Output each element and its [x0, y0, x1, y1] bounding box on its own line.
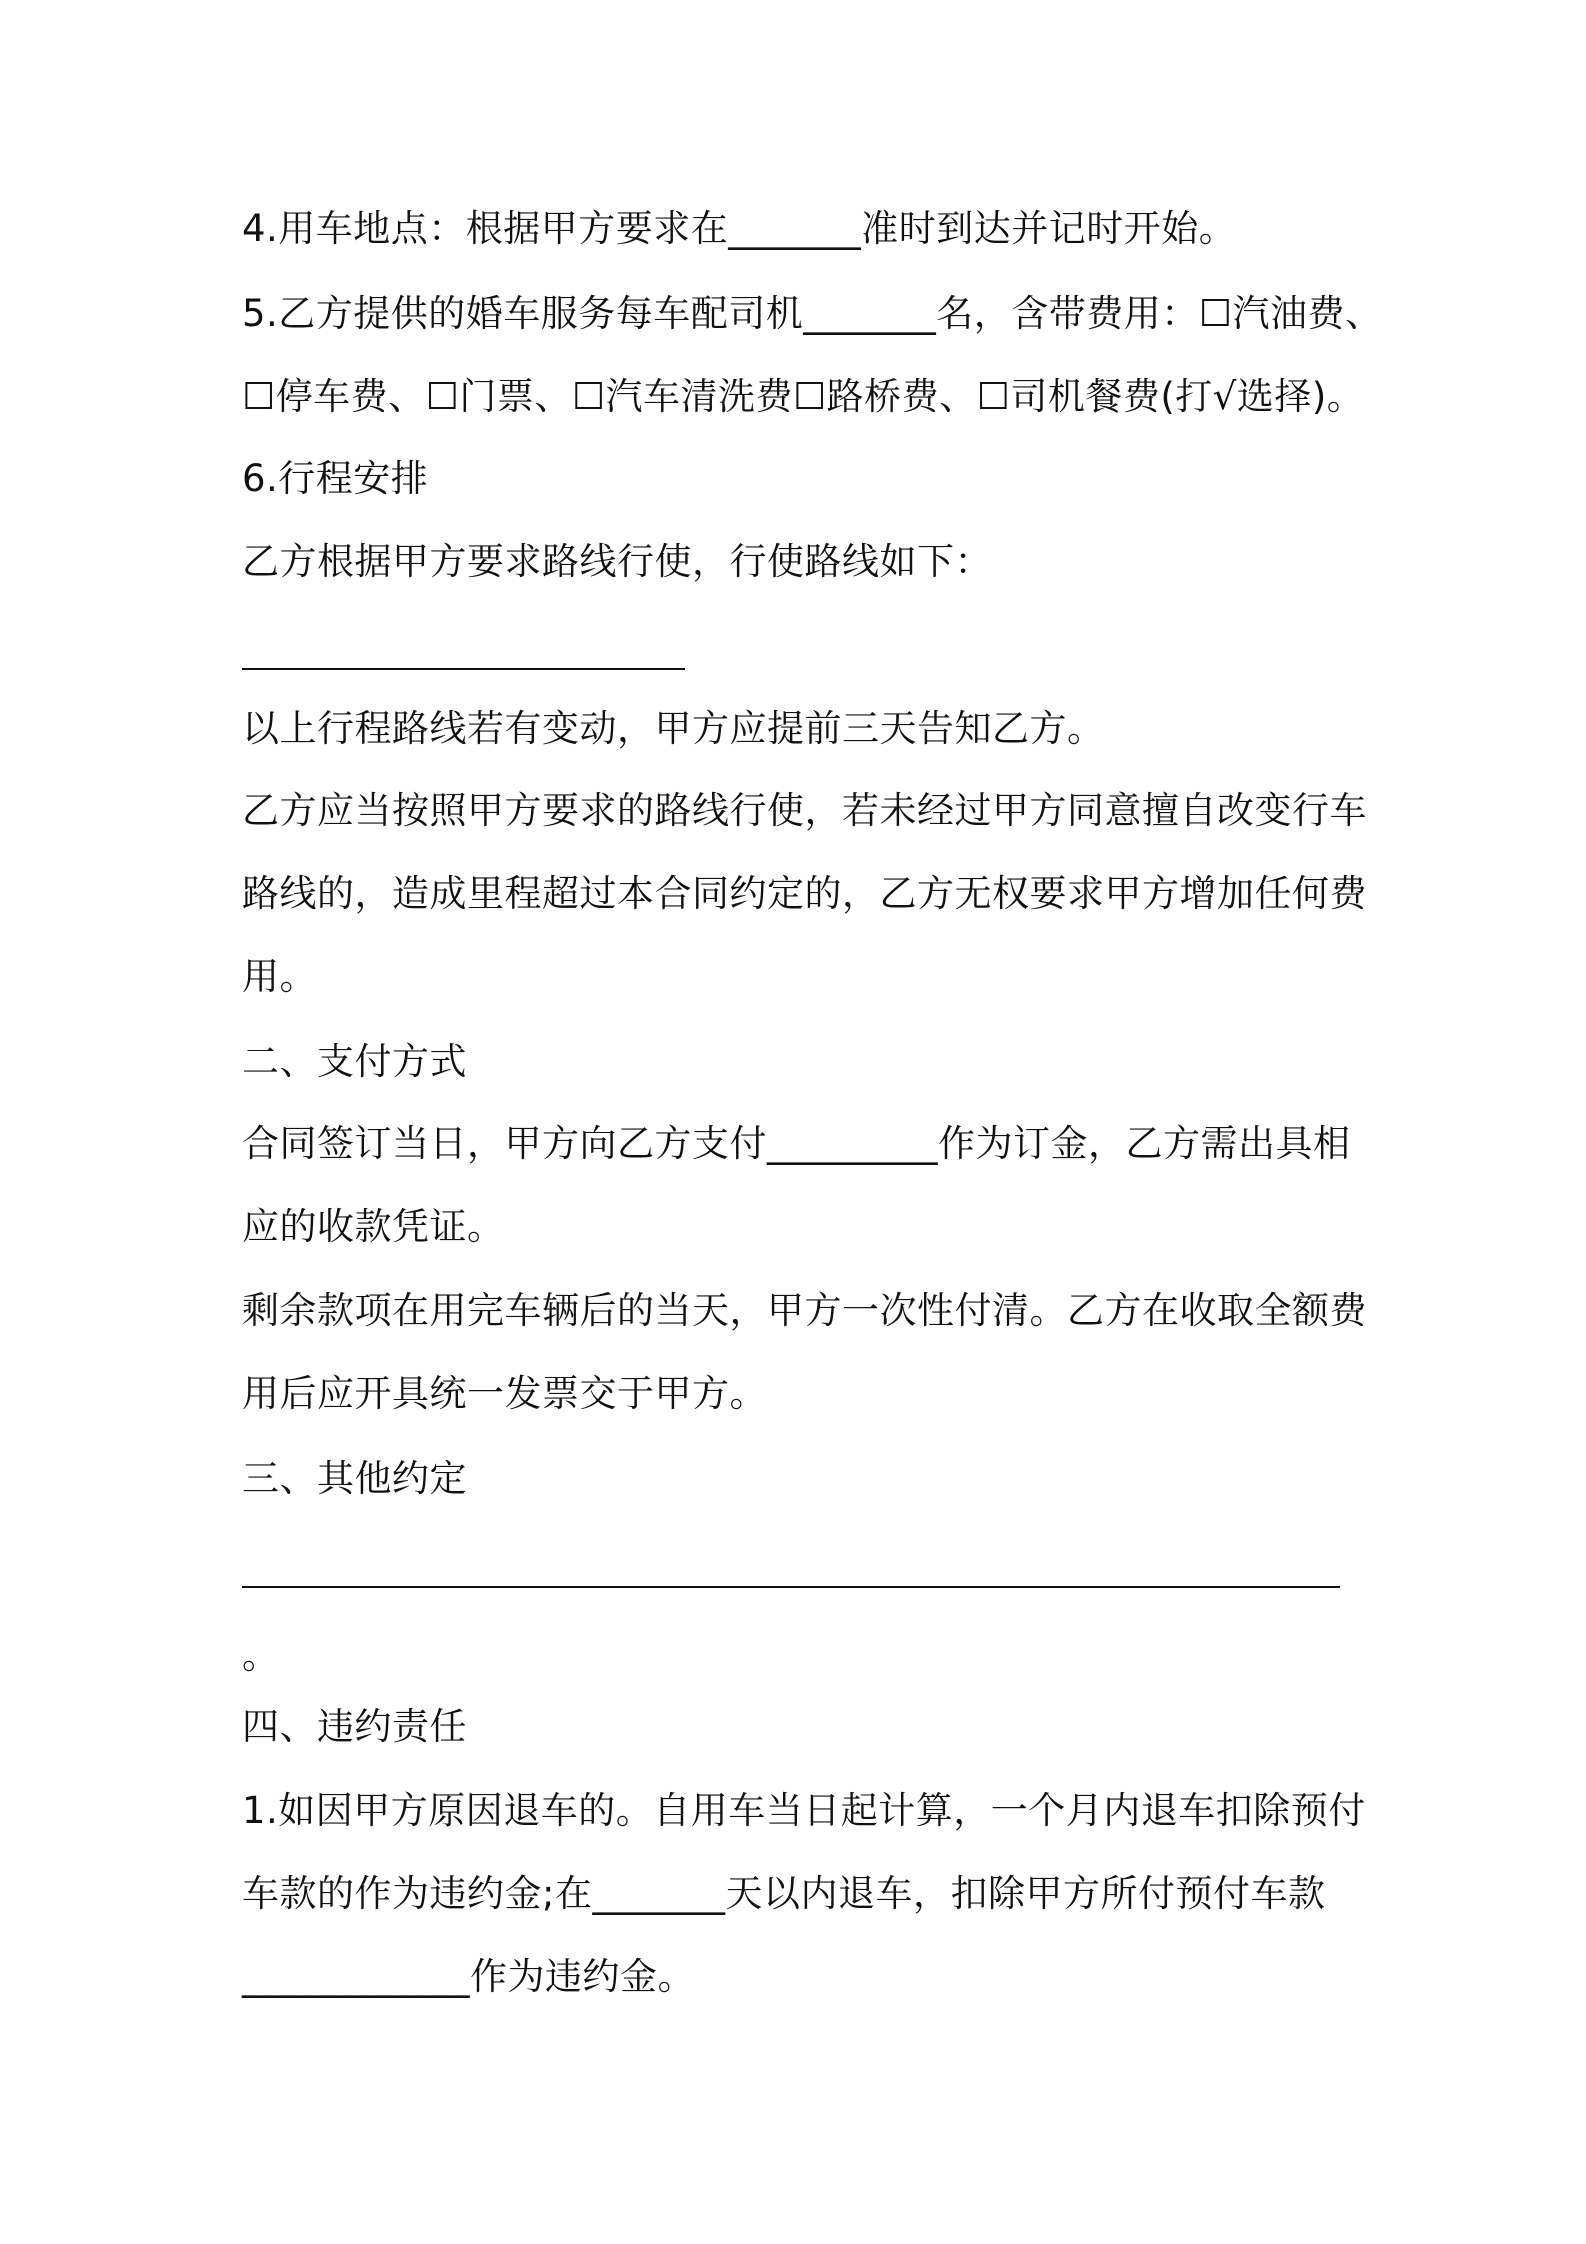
balance-para-1: 剩余款项在用完车辆后的当天，甲方一次性付清。乙方在收取全额费 — [242, 1289, 1367, 1332]
deposit-para-1: 合同签订当日，甲方向乙方支付_________作为订金，乙方需出具相 — [242, 1122, 1351, 1165]
route-intro: 乙方根据甲方要求路线行使，行使路线如下： — [242, 540, 992, 583]
clause-5-fee-options: ☐停车费、☐门票、☐汽车清洗费☐路桥费、☐司机餐费(打√选择)。 — [242, 375, 1365, 418]
breach-clause-1-para-2: 车款的作为违约金;在_______天以内退车，扣除甲方所付预付车款 — [242, 1872, 1326, 1915]
route-deviation-para-1: 乙方应当按照甲方要求的路线行使，若未经过甲方同意擅自改变行车 — [242, 789, 1367, 832]
route-deviation-para-2: 路线的，造成里程超过本合同约定的，乙方无权要求甲方增加任何费 — [242, 872, 1367, 915]
breach-clause-1-para-1: 1.如因甲方原因退车的。自用车当日起计算，一个月内退车扣除预付 — [242, 1789, 1366, 1832]
clause-6-heading: 6.行程安排 — [242, 457, 429, 500]
other-terms-blank-line — [242, 1586, 1340, 1588]
balance-para-2: 用后应开具统一发票交于甲方。 — [242, 1372, 767, 1415]
route-blank-line — [242, 668, 685, 670]
section-2-heading: 二、支付方式 — [242, 1040, 467, 1083]
section-4-heading: 四、违约责任 — [242, 1705, 467, 1748]
deposit-para-2: 应的收款凭证。 — [242, 1205, 505, 1248]
route-change-notice: 以上行程路线若有变动，甲方应提前三天告知乙方。 — [242, 707, 1105, 750]
clause-5-driver: 5.乙方提供的婚车服务每车配司机_______名，含带费用：☐汽油费、 — [242, 292, 1383, 335]
breach-clause-1-para-3: ____________作为违约金。 — [242, 1955, 695, 1998]
route-deviation-para-3: 用。 — [242, 955, 317, 998]
other-terms-end-mark: 。 — [242, 1634, 280, 1677]
section-3-heading: 三、其他约定 — [242, 1457, 467, 1500]
clause-4-location: 4.用车地点：根据甲方要求在_______准时到达并记时开始。 — [242, 207, 1237, 250]
